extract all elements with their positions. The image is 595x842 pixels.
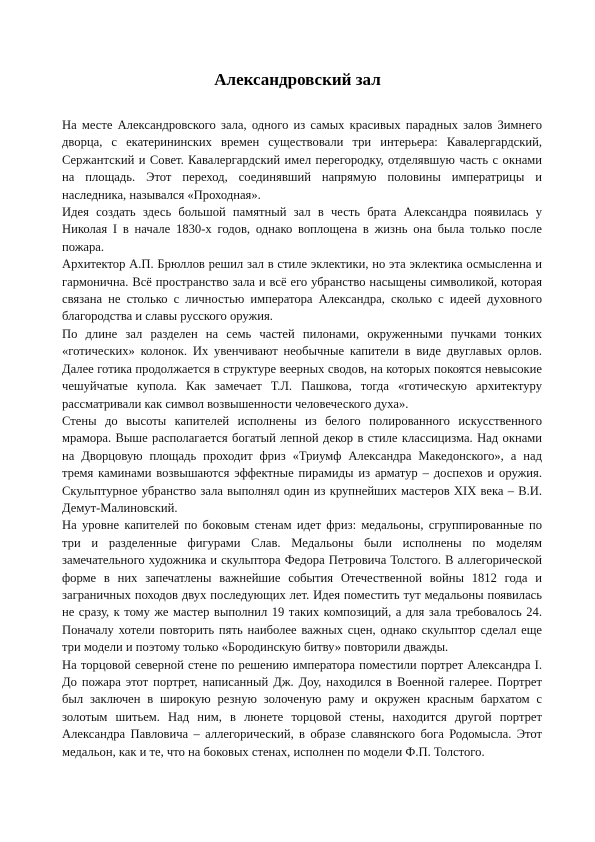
paragraph-medallions: На уровне капителей по боковым стенам идет фриз: медальоны, сгруппированные по три и разделенные фигурами Слав. Медальоны были исполнены по моделям замечательного художника и скульптора Федора Петровича Толстого. В аллегорической форме в них запечатлены важнейшие события Отечественной войны 1812 года и заграничных походов двух последующих лет. Идея поместить тут медальоны появилась не сразу, к тому же мастер выполнил 19 таких композиций, а для зала требовалось 24. Поначалу хотели повторить пять наиболее важных сцен, однако скульптор сделал еще три модели и поэтому только «Бородинскую битву» повторили дважды. — [62, 518, 542, 655]
paragraph-walls: Стены до высоты капителей исполнены из белого полированного искусственного мрамора. Выше располагается богатый лепной декор в стиле классицизма. Над окнами на Дворцовую площадь проходит фриз «Триумф Александра Македонского», а над тремя каминами возвышаются эффектные пирамиды из арматур – доспехов и оружия. Скульптурное убранство зала выполнял один из крупнейших мастеров XIX века – В.И. Демут-Малиновский. — [62, 413, 542, 515]
paragraph-history: На месте Александровского зала, одного из самых красивых парадных залов Зимнего дворца, с екатерининских времен существовали три интерьера: Кавалергардский, Сержантский и Совет. Кавалергардский имел перегородку, отделявшую часть с окнами на площадь. Этот переход, соединявший напрямую половины императрицы и наследника, назывался «Проходная». — [62, 118, 542, 202]
document-body — [62, 117, 542, 761]
paragraph-portrait: На торцовой северной стене по решению императора поместили портрет Александра I. До пожара этот портрет, написанный Дж. Доу, находился в Военной галерее. Портрет был заключен в широкую резную золоченую раму и окружен красным бархатом с золотым шитьем. Над ним, в люнете торцовой стены, находится другой портрет Александра Павловича – аллегорический, в образе славянского бога Родомысла. Этот медальон, как и те, что на боковых стенах, исполнен по модели Ф.П. Толстого. — [62, 657, 542, 759]
paragraph-architect: Архитектор А.П. Брюллов решил зал в стиле эклектики, но эта эклектика осмысленна и гармонична. Всё пространство зала и всё его убранство насыщены символикой, которая связана не столько с личностью императора Александра, сколько с идеей духовного благородства и славы русского оружия. — [62, 257, 542, 324]
paragraph-idea: Идея создать здесь большой памятный зал в честь брата Александра появилась у Николая I в начале 1830-х годов, однако воплощена в жизнь она была только после пожара. — [62, 205, 542, 254]
page-title: Александровский зал — [214, 70, 381, 89]
paragraph-gothic: По длине зал разделен на семь частей пилонами, окруженными пучками тонких «готических» колонок. Их увенчивают необычные капители в виде двуглавых орлов. Далее готика продолжается в структуре веерных сводов, на которых покоятся невысокие чешуйчатые купола. Как замечает Т.Л. Пашкова, тогда «готическую архитектуру рассматривали как символ возвышенности человеческого духа». — [62, 326, 542, 411]
